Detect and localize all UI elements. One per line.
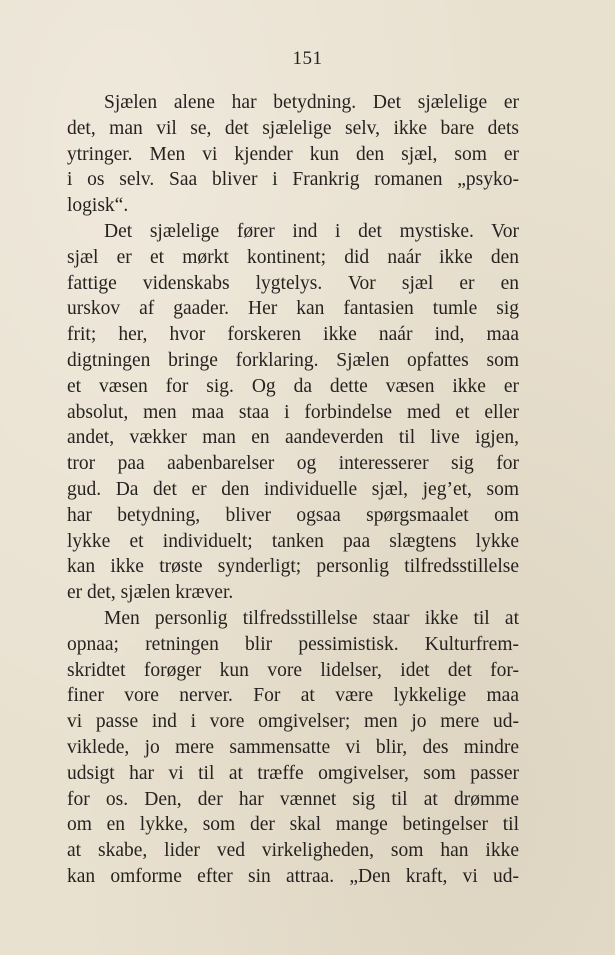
text-line: om en lykke, som der skal mange betingelser til	[67, 814, 519, 836]
text-line: gud. Da det er den individuelle sjæl, jeg’et, som	[67, 478, 519, 500]
text-line: digtningen bringe forklaring. Sjælen opfattes som	[67, 349, 519, 371]
text-line: det, man vil se, det sjælelige selv, ikke bare dets	[67, 117, 519, 139]
body-text	[67, 90, 519, 890]
text-line: at skabe, lider ved virkeligheden, som han ikke	[67, 840, 519, 862]
text-line: logisk“.	[67, 195, 129, 217]
text-line: kan omforme efter sin attraa. „Den kraft, vi ud-	[67, 865, 519, 887]
text-line: i os selv. Saa bliver i Frankrig romanen „psyko-	[67, 169, 519, 191]
text-line: har betydning, bliver ogsaa spørgsmaalet om	[67, 504, 519, 526]
text-line: udsigt har vi til at træffe omgivelser, som passer	[67, 762, 519, 784]
text-line: viklede, jo mere sammensatte vi blir, des mindre	[67, 736, 519, 758]
text-line: frit; her, hvor forskeren ikke naár ind, maa	[67, 324, 519, 346]
text-line: fattige videnskabs lygtelys. Vor sjæl er en	[67, 272, 519, 294]
text-line: skridtet forøger kun vore lidelser, idet det for-	[67, 659, 519, 681]
text-line: Sjælen alene har betydning. Det sjælelige er	[104, 92, 519, 113]
text-line: for os. Den, der har vænnet sig til at drømme	[67, 788, 519, 810]
text-line: opnaa; retningen blir pessimistisk. Kulturfrem-	[67, 633, 519, 655]
text-line: Det sjælelige fører ind i det mystiske. Vor	[104, 220, 519, 242]
text-line: urskov af gaader. Her kan fantasien tumle sig	[67, 298, 519, 320]
text-line: er det, sjælen kræver.	[67, 582, 234, 604]
text-line: vi passe ind i vore omgivelser; men jo mere ud-	[67, 711, 519, 733]
text-line: andet, vækker man en aandeverden til live igjen,	[67, 427, 519, 449]
text-line: sjæl er et mørkt kontinent; did naár ikke den	[67, 246, 519, 268]
page-number: 151	[292, 48, 323, 69]
text-line: finer vore nerver. For at være lykkelige maa	[67, 685, 519, 707]
text-line: tror paa aabenbarelser og interesserer sig for	[67, 453, 519, 475]
text-line: lykke et individuelt; tanken paa slægtens lykke	[67, 530, 519, 552]
text-line: kan ikke trøste synderligt; personlig tilfredsstillelse	[67, 556, 519, 578]
text-line: absolut, men maa staa i forbindelse med et eller	[67, 401, 519, 423]
text-line: ytringer. Men vi kjender kun den sjæl, som er	[67, 143, 519, 165]
text-line: Men personlig tilfredsstillelse staar ikke til at	[104, 607, 519, 629]
text-line: et væsen for sig. Og da dette væsen ikke er	[67, 375, 519, 397]
